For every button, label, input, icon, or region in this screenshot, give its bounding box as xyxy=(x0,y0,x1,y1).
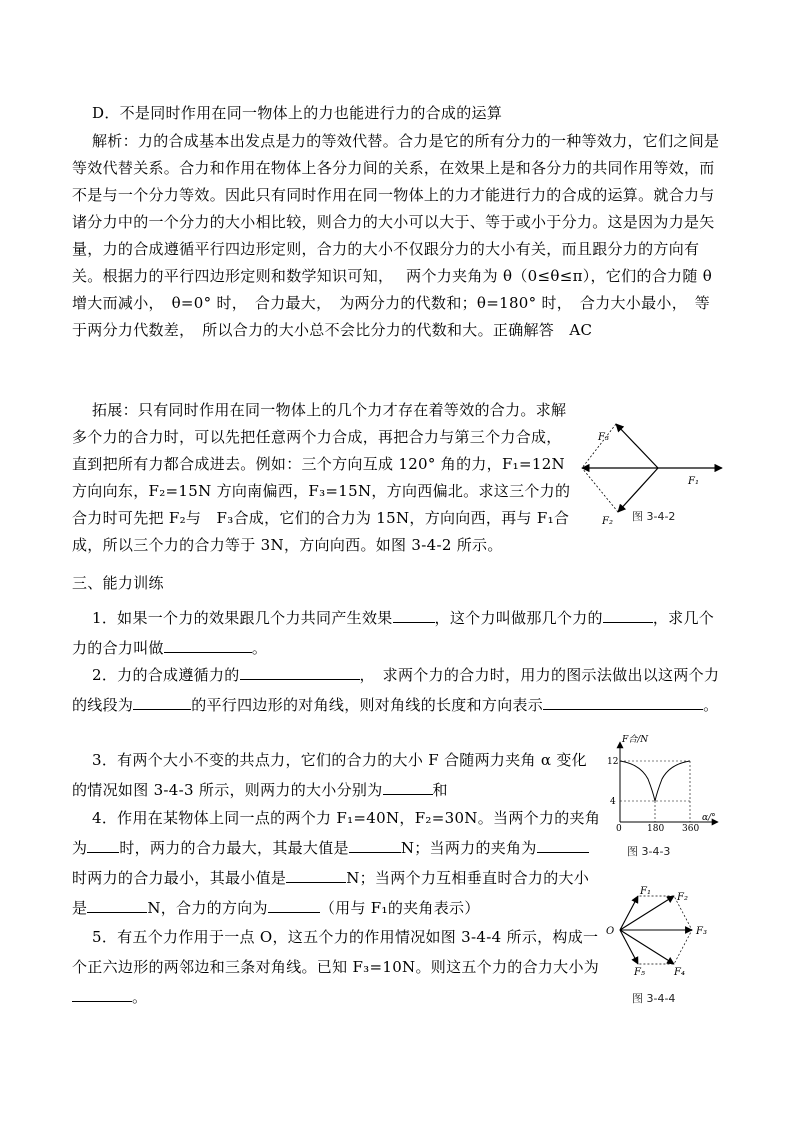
y-axis-label: F合/N xyxy=(622,735,649,745)
answer-blank[interactable] xyxy=(383,780,433,795)
answer-blank[interactable] xyxy=(349,838,401,853)
figure-3-4-2-caption: 图 3-4-2 xyxy=(632,510,676,523)
answer-blank[interactable] xyxy=(603,608,653,623)
figure-3-4-4 xyxy=(604,882,728,980)
answer-blank[interactable] xyxy=(87,898,147,913)
tick-360: 360 xyxy=(682,824,700,832)
dashed-line xyxy=(582,468,618,512)
answer-blank[interactable] xyxy=(164,638,252,653)
force-f4-arrow xyxy=(620,930,674,964)
label-f3: F₃ xyxy=(598,432,609,443)
analysis-paragraph: 解析：力的合成基本出发点是力的等效代替。合力是它的所有分力的一种等效力，它们之间是等效代替关系。合力和作用在物体上各分力间的关系，在效果上是和各分力的共同作用等效，而不是与一个分力等效。因此只有同时作用在同一物体上的力才能进行力的合成的运算。就合力与诸分力中的一个分力的大小相比较，则合力的大小可以大于、等于或小于分力。这是因为力是矢量，力的合成遵循平行四边形定则，合力的大小不仅跟分力的大小有关，而且跟分力的方向有关。根据力的平行四边形定则和数学知识可知， 两个力夹角为 θ（0≤θ≤π），它们的合力随 θ 增大而减小， θ=0° 时， 合力最大， 为两分力的代数和；θ=180° 时， 合力大小最小， 等于两分力代数差， 所以合力的大小总不会比分力的代数和大。正确解答 AC xyxy=(72,132,720,339)
figure-3-4-3 xyxy=(600,734,730,832)
answer-blank[interactable] xyxy=(268,898,320,913)
figure-3-4-3-caption: 图 3-4-3 xyxy=(627,845,671,858)
question-2: 2．力的合成遵循力的 ， 求两个力的合力时，用力的图示法做出以这两个力的线段为 的平行四边形的对角线，则对角线的长度和方向表示 。 xyxy=(72,666,720,714)
force-f3-arrow xyxy=(616,424,658,468)
answer-blank[interactable] xyxy=(72,987,132,1002)
tick-0: 0 xyxy=(616,824,622,832)
answer-blank[interactable] xyxy=(133,695,191,710)
extension-paragraph: 拓展：只有同时作用在同一物体上的几个力才存在着等效的合力。求解多个力的合力时，可以先把任意两个力合成，再把合力与第三个力合成，直到把所有力都合成进去。例如：三个方向互成 120° 角的力，F₁=12N 方向向东，F₂=15N 方向南偏西，F₃=15N，方向西偏北。求这三个力的合力时可先把 F₂与 F₃合成，它们的合力为 15N，方向向西，再与 F₁合成，所以三个力的合力等于 3N，方向向西。如图 3-4-2 所示。 xyxy=(72,401,571,554)
figure-3-4-4-caption: 图 3-4-4 xyxy=(632,992,676,1005)
force-f2-arrow xyxy=(620,896,674,930)
answer-blank[interactable] xyxy=(286,868,346,883)
tick-12: 12 xyxy=(607,757,619,767)
resultant-curve xyxy=(620,761,690,801)
question-5: 5．有五个力作用于一点 O，这五个力的作用情况如图 3-4-4 所示，构成一个正六边形的两邻边和三条对角线。已知 F₃=10N。则这五个力的合力大小为。 xyxy=(72,928,600,1006)
question-4: 4．作用在某物体上同一点的两个力 F₁=40N，F₂=30N。当两个力的夹角为 时，两力的合力最大，其最大值是 N；当两力的夹角为时两力的合力最小，其最小值是 N；当两个力互相垂直时合力的大小是 N，合力的方向为 （用与 F₁的夹角表示） xyxy=(72,809,601,917)
answer-blank[interactable] xyxy=(87,838,119,853)
label-f2: F₂ xyxy=(677,892,688,903)
answer-blank[interactable] xyxy=(537,838,589,853)
tick-180: 180 xyxy=(647,824,665,832)
label-o: O xyxy=(606,926,615,937)
answer-blank[interactable] xyxy=(543,695,703,710)
x-axis-label: α/° xyxy=(702,813,716,823)
dashed-line xyxy=(582,424,616,468)
answer-blank[interactable] xyxy=(393,608,435,623)
section-title: 三、能力训练 xyxy=(72,574,164,592)
question-3: 3．有两个大小不变的共点力，它们的合力的大小 F 合随两力夹角 α 变化的情况如图 3-4-3 所示，则两力的大小分别为 和 xyxy=(72,751,587,799)
label-f4: F₄ xyxy=(674,967,685,978)
tick-4: 4 xyxy=(610,797,616,807)
answer-blank[interactable] xyxy=(240,665,360,680)
force-f2-arrow xyxy=(618,468,658,512)
label-f1: F₁ xyxy=(640,886,651,897)
label-f1: F₁ xyxy=(688,476,699,487)
question-1: 1．如果一个力的效果跟几个力共同产生效果 ，这个力叫做那几个力的 ，求几个力的合力叫做 。 xyxy=(72,609,715,657)
label-f3: F₃ xyxy=(696,926,707,937)
label-f5: F₅ xyxy=(634,967,645,978)
option-d: D．不是同时作用在同一物体上的力也能进行力的合成的运算 xyxy=(92,104,503,122)
label-f2: F₂ xyxy=(602,516,613,527)
